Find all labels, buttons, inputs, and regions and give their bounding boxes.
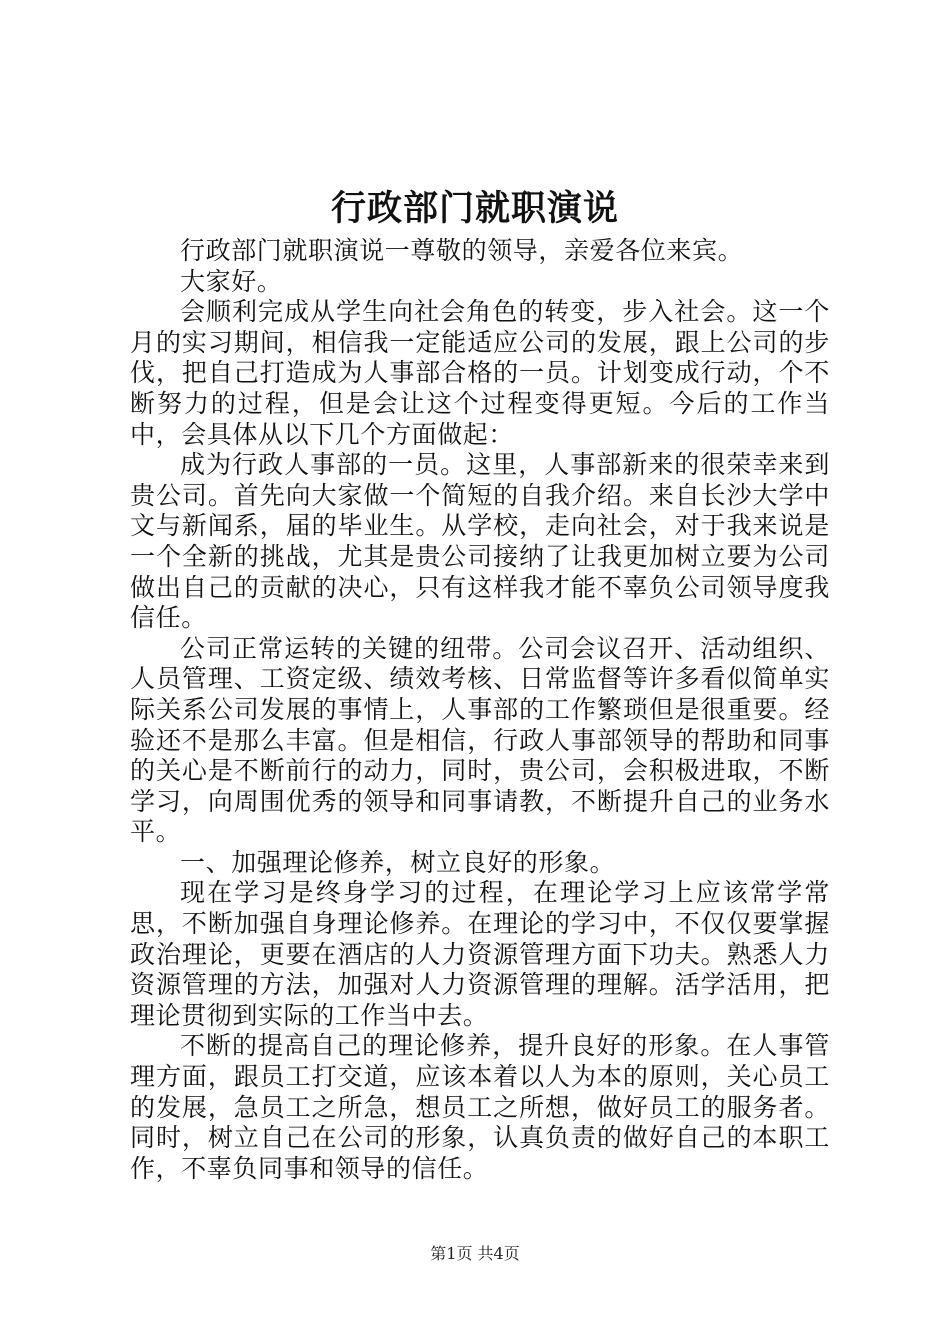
document-body [130,236,830,1184]
paragraph-theory-study: 现在学习是终身学习的过程，在理论学习上应该常学常思，不断加强自身理论修养。在理论的学习中，不仅仅要掌握政治理论，更要在酒店的人力资源管理方面下功夫。熟悉人力资源管理的方法，加强对人力资源管理的理解。活学活用，把理论贯彻到实际的工作当中去。 [130,878,830,1030]
paragraph-department-role: 公司正常运转的关键的纽带。公司会议召开、活动组织、人员管理、工资定级、绩效考核、日常监督等许多看似简单实际关系公司发展的事情上，人事部的工作繁琐但是很重要。经验还不是那么丰富。但是相信，行政人事部领导的帮助和同事的关心是不断前行的动力，同时，贵公司，会积极进取，不断学习，向周围优秀的领导和同事请教，不断提升自己的业务水平。 [130,633,830,847]
section-heading-1: 一、加强理论修养，树立良好的形象。 [180,847,616,877]
paragraph-self-introduction: 成为行政人事部的一员。这里，人事部新来的很荣幸来到贵公司。首先向大家做一个简短的自我介绍。来自长沙大学中文与新闻系，届的毕业生。从学校，走向社会，对于我来说是一个全新的挑战，尤其是贵公司接纳了让我更加树立要为公司做出自己的贡献的决心，只有这样我才能不辜负公司领导度我信任。 [130,450,830,633]
page-footer: 第1页 共4页 [430,1244,520,1263]
paragraph-greeting-line: 行政部门就职演说一尊敬的领导，亲爱各位来宾。 [180,236,744,265]
paragraph-intro: 会顺利完成从学生向社会角色的转变，步入社会。这一个月的实习期间，相信我一定能适应公司的发展，跟上公司的步伐，把自己打造成为人事部合格的一员。计划变成行动，个不断努力的过程，但是会让这个过程变得更短。今后的工作当中，会具体从以下几个方面做起： [130,297,830,449]
paragraph-hello: 大家好。 [180,266,283,296]
document-title: 行政部门就职演说 [330,188,619,229]
paragraph-image-building: 不断的提高自己的理论修养，提升良好的形象。在人事管理方面，跟员工打交道，应该本着以人为本的原则，关心员工的发展，急员工之所急，想员工之所想，做好员工的服务者。同时，树立自己在公司的形象，认真负责的做好自己的本职工作，不辜负同事和领导的信任。 [130,1031,830,1183]
